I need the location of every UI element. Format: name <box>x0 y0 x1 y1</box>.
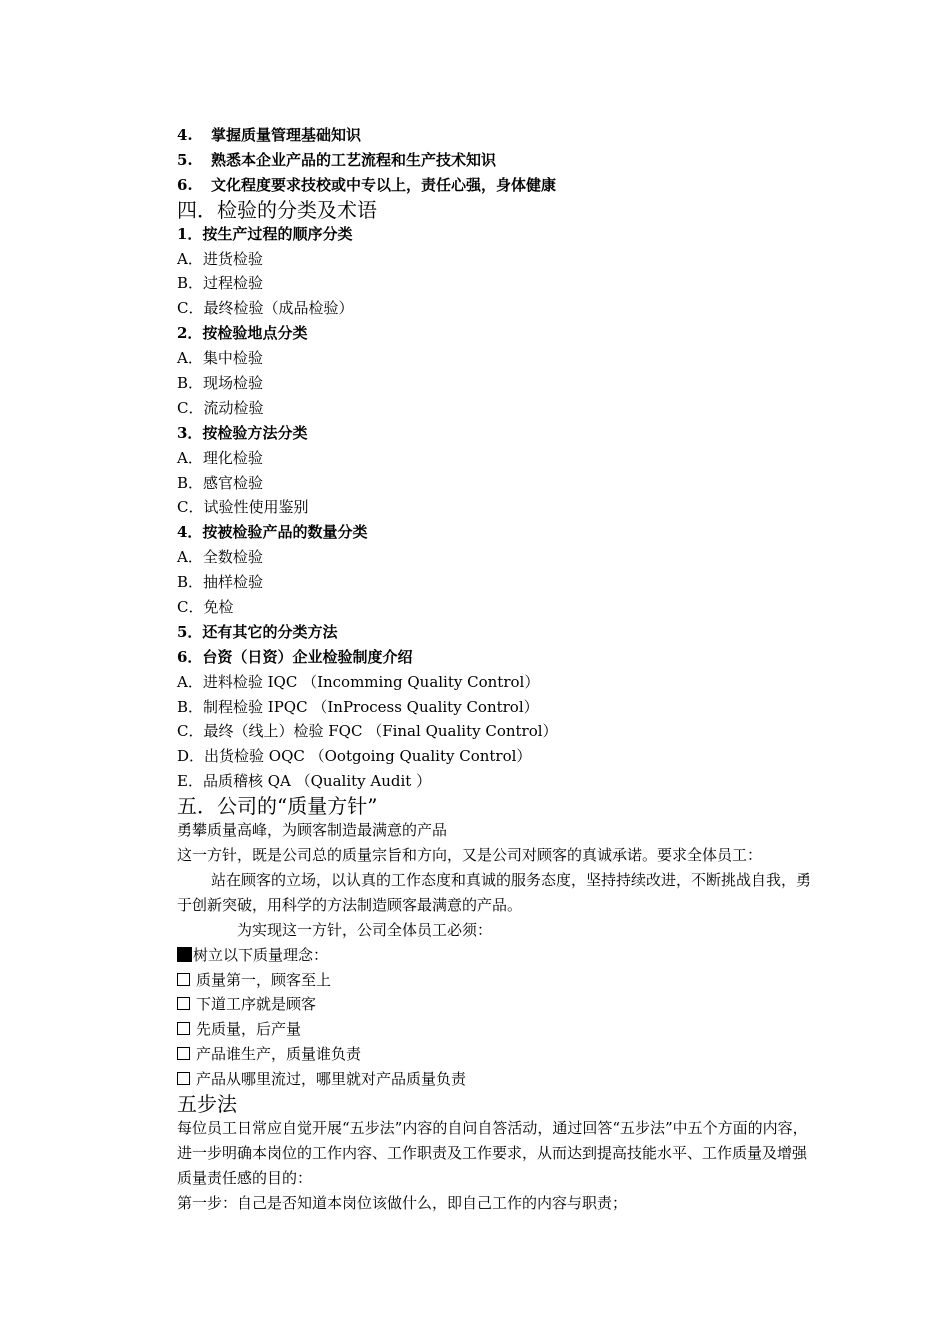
checkbox-icon <box>177 973 190 986</box>
list-item: C．免检 <box>177 598 234 617</box>
list-item: B．抽样检验 <box>177 573 264 592</box>
list-item: C．最终（线上）检验 FQC （Final Quality Control） <box>177 722 558 741</box>
list-item: A．进货检验 <box>177 249 263 268</box>
requirement-item: 5. 熟悉本企业产品的工艺流程和生产技术知识 <box>177 150 497 169</box>
black-square-icon <box>177 947 192 962</box>
concepts-label-line: 树立以下质量理念： <box>177 943 812 968</box>
list-item: 质量第一，顾客至上 <box>177 968 812 993</box>
list-item: E．品质稽核 QA （Quality Audit ） <box>177 772 432 791</box>
list-item: B．过程检验 <box>177 274 264 293</box>
group-title: 6．台资（日资）企业检验制度介绍 <box>177 647 413 666</box>
list-item: 下道工序就是顾客 <box>177 992 812 1017</box>
list-item: 先质量，后产量 <box>177 1017 812 1042</box>
checkbox-icon <box>177 1047 190 1060</box>
section-heading: 五．公司的“质量方针” <box>177 794 378 819</box>
paragraph: 站在顾客的立场，以认真的工作态度和真诚的服务态度，坚持持续改进，不断挑战自我，勇于创新突破，用科学的方法制造顾客最满意的产品。 <box>177 870 812 914</box>
group-title: 1．按生产过程的顺序分类 <box>177 224 353 243</box>
list-item: A．理化检验 <box>177 448 263 467</box>
requirement-item: 4. 掌握质量管理基础知识 <box>177 126 362 144</box>
paragraph: 这一方针，既是公司总的质量宗旨和方向，又是公司对顾客的真诚承诺。要求全体员工： <box>177 846 763 865</box>
section-heading: 四．检验的分类及术语 <box>177 197 377 222</box>
document-body <box>177 123 812 1216</box>
requirement-item: 6. 文化程度要求技校或中专以上，责任心强，身体健康 <box>177 175 557 194</box>
checkbox-icon <box>177 1072 190 1085</box>
paragraph: 为实现这一方针，公司全体员工必须： <box>237 920 493 939</box>
group-title: 5．还有其它的分类方法 <box>177 622 338 641</box>
group-title: 4．按被检验产品的数量分类 <box>177 523 368 542</box>
list-item: A．进料检验 IQC （Incomming Quality Control） <box>177 672 540 691</box>
quality-motto: 勇攀质量高峰，为顾客制造最满意的产品 <box>177 821 448 840</box>
group-title: 3．按检验方法分类 <box>177 423 308 442</box>
checkbox-icon <box>177 1022 190 1035</box>
list-item: B．感官检验 <box>177 473 264 492</box>
paragraph: 第一步：自己是否知道本岗位该做什么，即自己工作的内容与职责； <box>177 1193 628 1212</box>
list-item: C．试验性使用鉴别 <box>177 498 309 517</box>
list-item: A．集中检验 <box>177 349 263 368</box>
section-heading: 五步法 <box>177 1092 237 1116</box>
group-title: 2．按检验地点分类 <box>177 324 308 343</box>
list-item: 产品谁生产，质量谁负责 <box>177 1042 812 1067</box>
list-item: D．出货检验 OQC （Ootgoing Quality Control） <box>177 747 532 766</box>
list-item: A．全数检验 <box>177 548 263 567</box>
list-item: B．现场检验 <box>177 374 264 393</box>
paragraph: 每位员工日常应自觉开展“五步法”内容的自问自答活动，通过回答“五步法”中五个方面的内容，进一步明确本岗位的工作内容、工作职责及工作要求，从而达到提高技能水平、工作质量及增强质量责任感的目的： <box>177 1119 808 1187</box>
list-item: 产品从哪里流过，哪里就对产品质量负责 <box>177 1067 812 1092</box>
list-item: C．最终检验（成品检验） <box>177 299 354 318</box>
checkbox-icon <box>177 997 190 1010</box>
list-item: B．制程检验 IPQC （InProcess Quality Control） <box>177 697 539 716</box>
list-item: C．流动检验 <box>177 398 264 417</box>
